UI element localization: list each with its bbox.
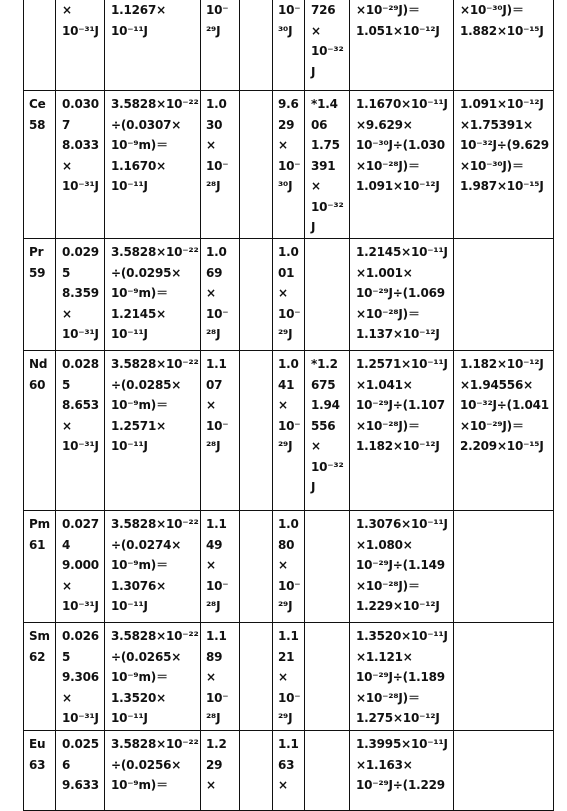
element-cell: Pr 59 <box>24 239 56 351</box>
col-h-cell: 1.3995×10⁻¹¹J ×1.163× 10⁻²⁹J÷(1.229 <box>350 731 454 811</box>
col-d-cell: 1.1 89 × 10⁻ ²⁸J <box>201 623 240 731</box>
col-e-cell <box>240 91 273 239</box>
energy-calc-cell: 3.5828×10⁻²² ÷(0.0274× 10⁻⁹m)＝ 1.3076× 10⁻¹¹J <box>105 511 201 623</box>
col-g-cell: *1.4 06 1.75 391 × 10⁻³² J <box>305 91 350 239</box>
element-cell: Eu 63 <box>24 731 56 811</box>
col-e-cell <box>240 731 273 811</box>
col-d-cell: 1.1 07 × 10⁻ ²⁸J <box>201 351 240 511</box>
table-row <box>24 239 554 351</box>
col-g-cell: *1.2 675 1.94 556 × 10⁻³² J <box>305 351 350 511</box>
element-cell: Pm 61 <box>24 511 56 623</box>
col-g-cell <box>305 731 350 811</box>
wavelength-cell: 0.029 5 8.359 × 10⁻³¹J <box>56 239 105 351</box>
table-row <box>24 91 554 239</box>
col-h-cell: 1.2571×10⁻¹¹J ×1.041× 10⁻²⁹J÷(1.107 ×10⁻²⁸J)＝ 1.182×10⁻¹²J <box>350 351 454 511</box>
col-f-cell: 1.0 80 × 10⁻ ²⁹J <box>273 511 305 623</box>
wavelength-cell: 0.027 4 9.000 × 10⁻³¹J <box>56 511 105 623</box>
col-i-cell <box>454 731 554 811</box>
col-e-cell <box>240 623 273 731</box>
col-e-cell <box>240 511 273 623</box>
col-g-cell <box>305 239 350 351</box>
col-e-cell <box>240 0 273 91</box>
table-row <box>24 623 554 731</box>
col-d-cell: 10⁻ ²⁹J <box>201 0 240 91</box>
energy-calc-cell: 3.5828×10⁻²² ÷(0.0256× 10⁻⁹m)＝ <box>105 731 201 811</box>
col-i-cell: 1.091×10⁻¹²J ×1.75391× 10⁻³²J÷(9.629 ×10⁻³⁰J)＝ 1.987×10⁻¹⁵J <box>454 91 554 239</box>
energy-calc-cell: 1.1267× 10⁻¹¹J <box>105 0 201 91</box>
wavelength-cell: 0.030 7 8.033 × 10⁻³¹J <box>56 91 105 239</box>
col-d-cell: 1.1 49 × 10⁻ ²⁸J <box>201 511 240 623</box>
col-g-cell: 726 × 10⁻³² J <box>305 0 350 91</box>
col-e-cell <box>240 351 273 511</box>
table-row <box>24 351 554 511</box>
col-d-cell: 1.0 69 × 10⁻ ²⁸J <box>201 239 240 351</box>
col-i-cell: ×10⁻³⁰J)＝ 1.882×10⁻¹⁵J <box>454 0 554 91</box>
wavelength-cell: 0.028 5 8.653 × 10⁻³¹J <box>56 351 105 511</box>
col-f-cell: 1.0 01 × 10⁻ ²⁹J <box>273 239 305 351</box>
data-table <box>23 0 554 811</box>
energy-calc-cell: 3.5828×10⁻²² ÷(0.0265× 10⁻⁹m)＝ 1.3520× 10⁻¹¹J <box>105 623 201 731</box>
col-g-cell <box>305 511 350 623</box>
col-h-cell: ×10⁻²⁹J)＝ 1.051×10⁻¹²J <box>350 0 454 91</box>
col-d-cell: 1.2 29 × <box>201 731 240 811</box>
col-f-cell: 1.1 63 × <box>273 731 305 811</box>
col-i-cell: 1.182×10⁻¹²J ×1.94556× 10⁻³²J÷(1.041 ×10⁻²⁹J)＝ 2.209×10⁻¹⁵J <box>454 351 554 511</box>
energy-calc-cell: 3.5828×10⁻²² ÷(0.0295× 10⁻⁹m)＝ 1.2145× 10⁻¹¹J <box>105 239 201 351</box>
table-row <box>24 511 554 623</box>
wavelength-cell: 0.026 5 9.306 × 10⁻³¹J <box>56 623 105 731</box>
col-i-cell <box>454 623 554 731</box>
col-e-cell <box>240 239 273 351</box>
col-h-cell: 1.3520×10⁻¹¹J ×1.121× 10⁻²⁹J÷(1.189 ×10⁻²⁸J)＝ 1.275×10⁻¹²J <box>350 623 454 731</box>
wavelength-cell: × 10⁻³¹J <box>56 0 105 91</box>
col-g-cell <box>305 623 350 731</box>
energy-calc-cell: 3.5828×10⁻²² ÷(0.0307× 10⁻⁹m)＝ 1.1670× 10⁻¹¹J <box>105 91 201 239</box>
col-f-cell: 1.0 41 × 10⁻ ²⁹J <box>273 351 305 511</box>
col-f-cell: 9.6 29 × 10⁻ ³⁰J <box>273 91 305 239</box>
col-d-cell: 1.0 30 × 10⁻ ²⁸J <box>201 91 240 239</box>
wavelength-cell: 0.025 6 9.633 <box>56 731 105 811</box>
table-body <box>24 0 554 811</box>
element-cell <box>24 0 56 91</box>
table-row <box>24 731 554 811</box>
element-cell: Ce 58 <box>24 91 56 239</box>
col-i-cell <box>454 511 554 623</box>
element-cell: Nd 60 <box>24 351 56 511</box>
col-h-cell: 1.1670×10⁻¹¹J ×9.629× 10⁻³⁰J÷(1.030 ×10⁻²⁸J)＝ 1.091×10⁻¹²J <box>350 91 454 239</box>
col-f-cell: 10⁻ ³⁰J <box>273 0 305 91</box>
col-h-cell: 1.2145×10⁻¹¹J ×1.001× 10⁻²⁹J÷(1.069 ×10⁻²⁸J)＝ 1.137×10⁻¹²J <box>350 239 454 351</box>
element-cell: Sm 62 <box>24 623 56 731</box>
col-f-cell: 1.1 21 × 10⁻ ²⁹J <box>273 623 305 731</box>
energy-calc-cell: 3.5828×10⁻²² ÷(0.0285× 10⁻⁹m)＝ 1.2571× 10⁻¹¹J <box>105 351 201 511</box>
col-i-cell <box>454 239 554 351</box>
col-h-cell: 1.3076×10⁻¹¹J ×1.080× 10⁻²⁹J÷(1.149 ×10⁻²⁸J)＝ 1.229×10⁻¹²J <box>350 511 454 623</box>
table-row <box>24 0 554 91</box>
